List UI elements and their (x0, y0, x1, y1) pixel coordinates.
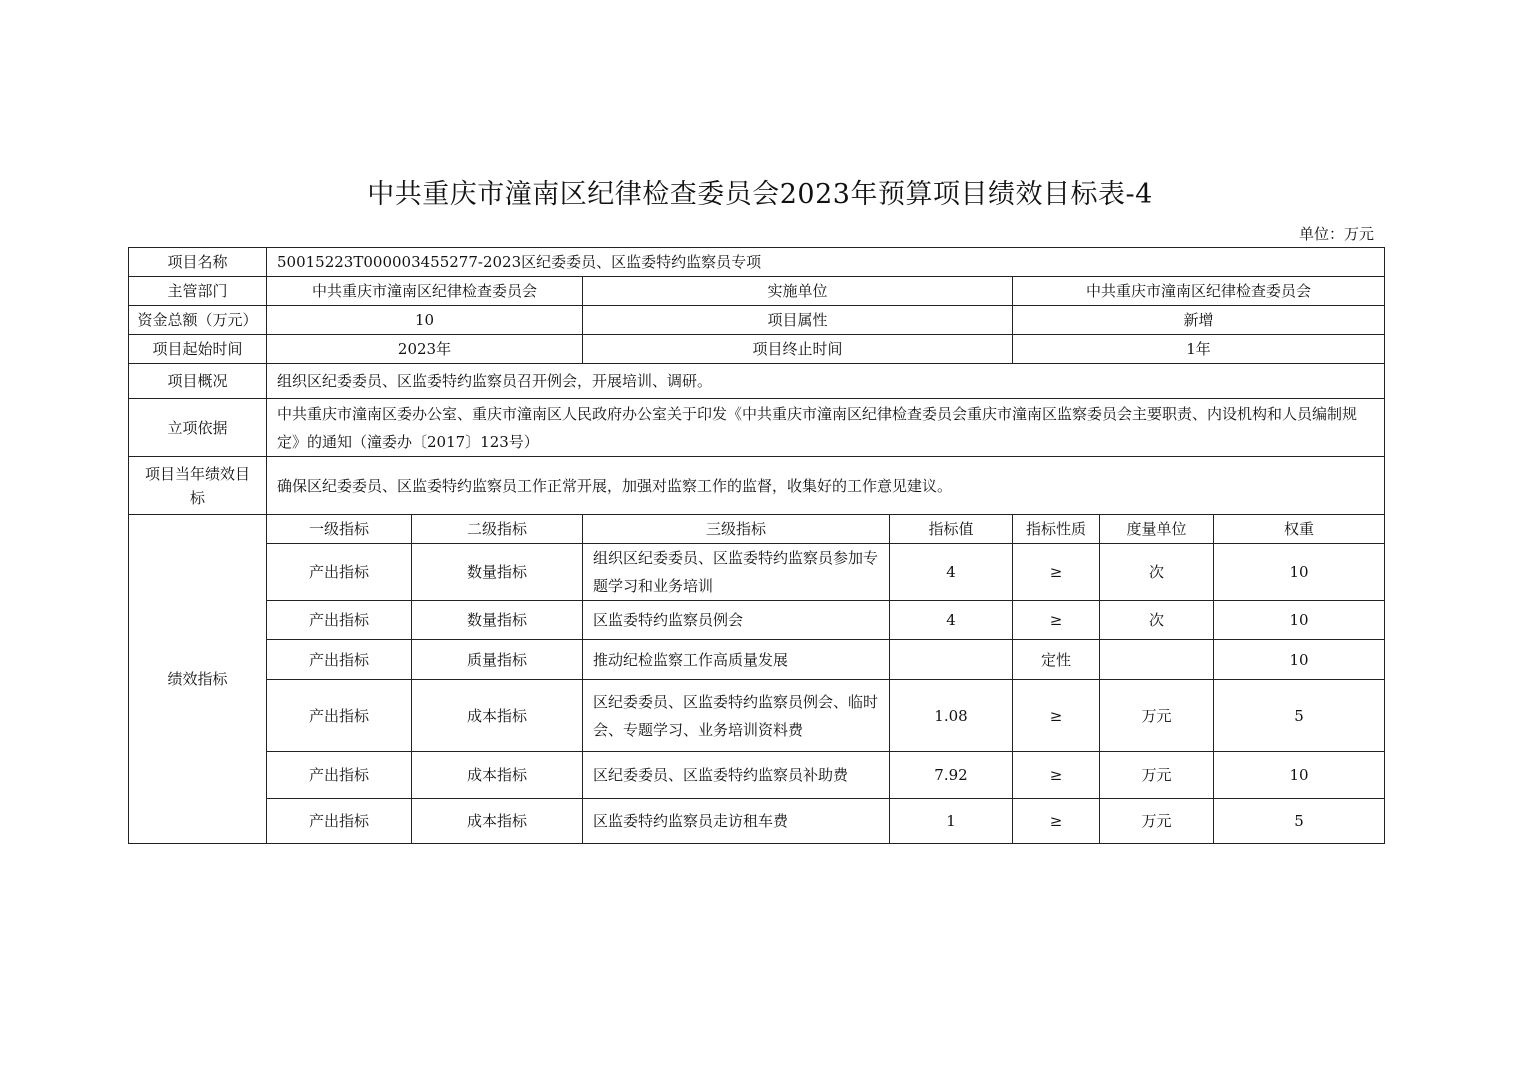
cell-unit: 次 (1100, 601, 1214, 640)
cell-value: 1.08 (890, 680, 1013, 752)
attr-label: 项目属性 (583, 306, 1013, 335)
cell-unit: 万元 (1100, 680, 1214, 752)
performance-table (128, 247, 1385, 844)
cell-l2: 数量指标 (412, 544, 583, 601)
project-name-label: 项目名称 (129, 248, 267, 277)
end-value: 1年 (1013, 335, 1385, 364)
table-row (129, 799, 1385, 844)
cell-unit: 万元 (1100, 752, 1214, 799)
row-project-name (129, 248, 1385, 277)
dept-label: 主管部门 (129, 277, 267, 306)
cell-l2: 成本指标 (412, 752, 583, 799)
fund-value: 10 (267, 306, 583, 335)
cell-value: 4 (890, 544, 1013, 601)
cell-l3: 区监委特约监察员例会 (583, 601, 890, 640)
indicators-section-label: 绩效指标 (129, 515, 267, 844)
header-value: 指标值 (890, 515, 1013, 544)
goal-label: 项目当年绩效目标 (129, 457, 267, 515)
cell-l1: 产出指标 (267, 752, 412, 799)
row-basis (129, 399, 1385, 457)
cell-l1: 产出指标 (267, 799, 412, 844)
project-name-value: 50015223T000003455277-2023区纪委委员、区监委特约监察员专项 (267, 248, 1385, 277)
cell-nature: ≥ (1013, 752, 1100, 799)
basis-value: 中共重庆市潼南区委办公室、重庆市潼南区人民政府办公室关于印发《中共重庆市潼南区纪律检查委员会重庆市潼南区监察委员会主要职责、内设机构和人员编制规定》的通知（潼委办〔2017〕123号） (267, 399, 1385, 457)
cell-nature: ≥ (1013, 544, 1100, 601)
row-period (129, 335, 1385, 364)
cell-unit: 次 (1100, 544, 1214, 601)
dept-value: 中共重庆市潼南区纪律检查委员会 (267, 277, 583, 306)
cell-weight: 10 (1214, 752, 1385, 799)
indicator-header-row (129, 515, 1385, 544)
cell-weight: 10 (1214, 601, 1385, 640)
cell-l3: 区监委特约监察员走访租车费 (583, 799, 890, 844)
cell-nature: ≥ (1013, 601, 1100, 640)
fund-label: 资金总额（万元） (129, 306, 267, 335)
row-goal (129, 457, 1385, 515)
page-title: 中共重庆市潼南区纪律检查委员会2023年预算项目绩效目标表-4 (367, 179, 1153, 210)
unit-note: 单位：万元 (1298, 225, 1374, 243)
cell-l1: 产出指标 (267, 601, 412, 640)
overview-value: 组织区纪委委员、区监委特约监察员召开例会，开展培训、调研。 (267, 364, 1385, 399)
cell-l3: 推动纪检监察工作高质量发展 (583, 640, 890, 680)
basis-label: 立项依据 (129, 399, 267, 457)
header-unit: 度量单位 (1100, 515, 1214, 544)
table-row (129, 640, 1385, 680)
header-l2: 二级指标 (412, 515, 583, 544)
cell-value: 7.92 (890, 752, 1013, 799)
table-row (129, 752, 1385, 799)
header-l3: 三级指标 (583, 515, 890, 544)
cell-nature: ≥ (1013, 680, 1100, 752)
attr-value: 新增 (1013, 306, 1385, 335)
cell-value: 1 (890, 799, 1013, 844)
cell-l2: 质量指标 (412, 640, 583, 680)
cell-weight: 5 (1214, 799, 1385, 844)
cell-unit (1100, 640, 1214, 680)
impl-value: 中共重庆市潼南区纪律检查委员会 (1013, 277, 1385, 306)
impl-label: 实施单位 (583, 277, 1013, 306)
cell-l2: 成本指标 (412, 680, 583, 752)
row-fund (129, 306, 1385, 335)
cell-l2: 数量指标 (412, 601, 583, 640)
cell-l1: 产出指标 (267, 680, 412, 752)
cell-value (890, 640, 1013, 680)
cell-value: 4 (890, 601, 1013, 640)
row-dept (129, 277, 1385, 306)
header-l1: 一级指标 (267, 515, 412, 544)
cell-nature: ≥ (1013, 799, 1100, 844)
header-weight: 权重 (1214, 515, 1385, 544)
cell-l3: 区纪委委员、区监委特约监察员补助费 (583, 752, 890, 799)
start-label: 项目起始时间 (129, 335, 267, 364)
start-value: 2023年 (267, 335, 583, 364)
row-overview (129, 364, 1385, 399)
cell-unit: 万元 (1100, 799, 1214, 844)
end-label: 项目终止时间 (583, 335, 1013, 364)
cell-l1: 产出指标 (267, 640, 412, 680)
cell-nature: 定性 (1013, 640, 1100, 680)
cell-l3: 区纪委委员、区监委特约监察员例会、临时会、专题学习、业务培训资料费 (583, 680, 890, 752)
table-row (129, 680, 1385, 752)
cell-weight: 10 (1214, 640, 1385, 680)
cell-weight: 5 (1214, 680, 1385, 752)
header-nature: 指标性质 (1013, 515, 1100, 544)
cell-weight: 10 (1214, 544, 1385, 601)
goal-value: 确保区纪委委员、区监委特约监察员工作正常开展，加强对监察工作的监督，收集好的工作意见建议。 (267, 457, 1385, 515)
cell-l1: 产出指标 (267, 544, 412, 601)
table-row (129, 601, 1385, 640)
cell-l2: 成本指标 (412, 799, 583, 844)
table-row (129, 544, 1385, 601)
overview-label: 项目概况 (129, 364, 267, 399)
cell-l3: 组织区纪委委员、区监委特约监察员参加专题学习和业务培训 (583, 544, 890, 601)
